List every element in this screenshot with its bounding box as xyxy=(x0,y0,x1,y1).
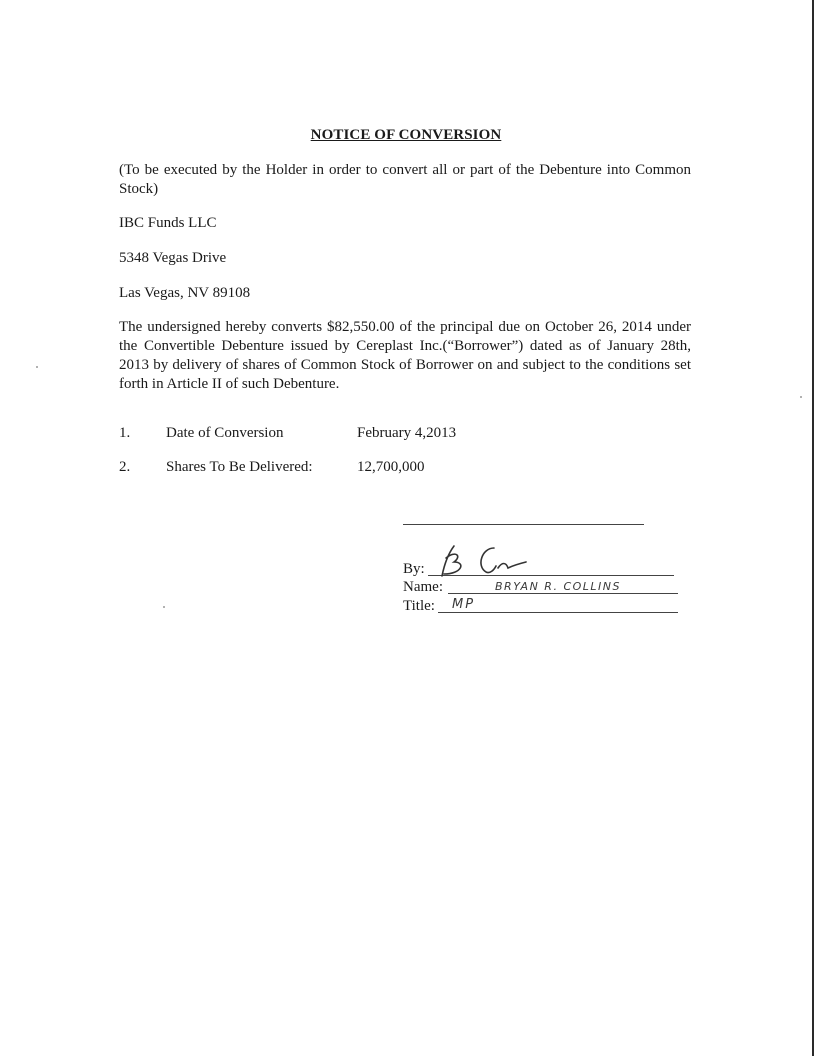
scan-speck xyxy=(163,606,165,608)
holder-city: Las Vegas, NV 89108 xyxy=(119,285,251,301)
item-value: February 4,2013 xyxy=(357,425,457,441)
by-label: By: xyxy=(403,561,425,577)
handwritten-name: BRYAN R. COLLINS xyxy=(495,580,621,593)
holder-name: IBC Funds LLC xyxy=(119,215,217,231)
item-value: 12,700,000 xyxy=(357,459,425,475)
holder-street: 5348 Vegas Drive xyxy=(119,250,227,266)
title-line xyxy=(438,612,678,613)
name-label: Name: xyxy=(403,579,443,595)
handwritten-title: MP xyxy=(452,597,476,612)
item-number: 2. xyxy=(119,459,131,475)
item-number: 1. xyxy=(119,425,131,441)
title-label: Title: xyxy=(403,598,435,614)
page-title: NOTICE OF CONVERSION xyxy=(310,127,502,143)
entity-name-line xyxy=(403,524,644,525)
item-label: Shares To Be Delivered: xyxy=(166,459,313,475)
item-label: Date of Conversion xyxy=(166,425,284,441)
conversion-body-text: The undersigned hereby converts $82,550.00 of the principal due on October 26, 2014 under the Convertible Debenture issued by Cereplast Inc.(“Borrower”) dated as of January 28th, 2013 by delivery of shares of Common Stock of Borrower on and subject to the conditions set forth in Article II of such Debenture. xyxy=(119,319,691,392)
name-line xyxy=(448,593,678,594)
page-edge xyxy=(812,0,814,1056)
instruction-text: (To be executed by the Holder in order to convert all or part of the Debenture into Common Stock) xyxy=(119,162,691,197)
handwritten-signature xyxy=(432,540,532,580)
scan-speck xyxy=(800,396,802,398)
scan-speck xyxy=(36,366,38,368)
